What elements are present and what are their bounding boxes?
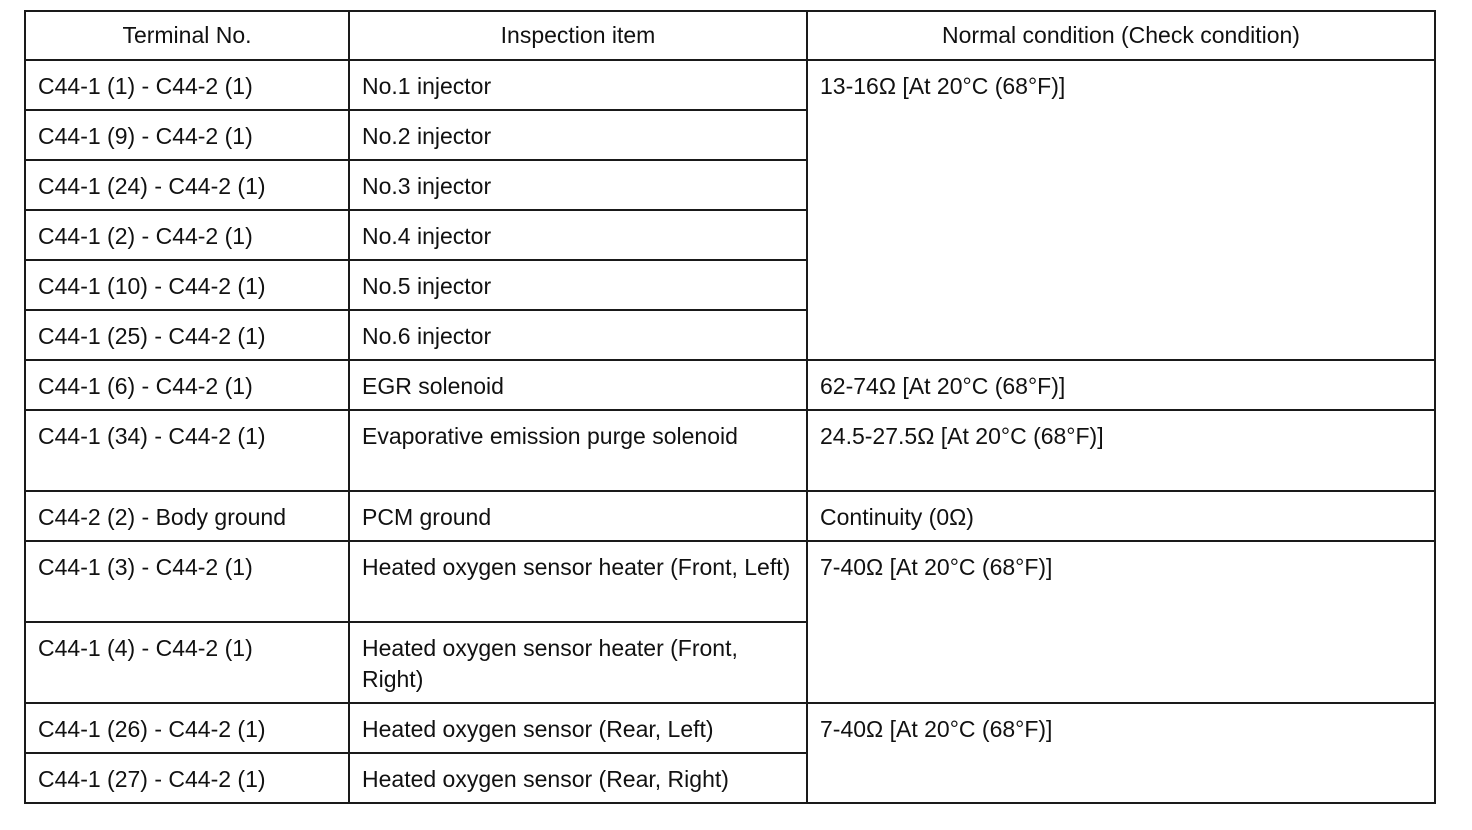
terminal-cell: C44-1 (9) - C44-2 (1)	[25, 110, 349, 160]
inspection-item-cell: No.4 injector	[349, 210, 807, 260]
terminal-cell: C44-1 (25) - C44-2 (1)	[25, 310, 349, 360]
terminal-cell: C44-1 (6) - C44-2 (1)	[25, 360, 349, 410]
header-inspection-item: Inspection item	[349, 11, 807, 60]
terminal-cell: C44-1 (3) - C44-2 (1)	[25, 541, 349, 622]
terminal-cell: C44-1 (2) - C44-2 (1)	[25, 210, 349, 260]
inspection-item-cell: No.6 injector	[349, 310, 807, 360]
header-terminal: Terminal No.	[25, 11, 349, 60]
inspection-item-cell: Heated oxygen sensor heater (Front, Left)	[349, 541, 807, 622]
condition-cell: 62-74Ω [At 20°C (68°F)]	[807, 360, 1435, 410]
terminal-cell: C44-1 (4) - C44-2 (1)	[25, 622, 349, 703]
terminal-cell: C44-1 (1) - C44-2 (1)	[25, 60, 349, 110]
condition-cell: 7-40Ω [At 20°C (68°F)]	[807, 541, 1435, 703]
table-row	[25, 491, 1435, 541]
condition-cell: 13-16Ω [At 20°C (68°F)]	[807, 60, 1435, 360]
inspection-table	[24, 10, 1436, 804]
inspection-item-cell: No.1 injector	[349, 60, 807, 110]
inspection-item-cell: Evaporative emission purge solenoid	[349, 410, 807, 491]
inspection-item-cell: PCM ground	[349, 491, 807, 541]
inspection-item-cell: No.3 injector	[349, 160, 807, 210]
terminal-cell: C44-1 (24) - C44-2 (1)	[25, 160, 349, 210]
inspection-item-cell: No.2 injector	[349, 110, 807, 160]
table-row	[25, 541, 1435, 622]
inspection-item-cell: Heated oxygen sensor heater (Front, Right)	[349, 622, 807, 703]
terminal-cell: C44-1 (26) - C44-2 (1)	[25, 703, 349, 753]
inspection-item-cell: Heated oxygen sensor (Rear, Right)	[349, 753, 807, 803]
inspection-item-cell: Heated oxygen sensor (Rear, Left)	[349, 703, 807, 753]
table-row	[25, 703, 1435, 753]
terminal-cell: C44-2 (2) - Body ground	[25, 491, 349, 541]
table-row	[25, 60, 1435, 110]
condition-cell: Continuity (0Ω)	[807, 491, 1435, 541]
inspection-item-cell: EGR solenoid	[349, 360, 807, 410]
table-row	[25, 410, 1435, 491]
terminal-cell: C44-1 (10) - C44-2 (1)	[25, 260, 349, 310]
table-row	[25, 360, 1435, 410]
condition-cell: 7-40Ω [At 20°C (68°F)]	[807, 703, 1435, 803]
condition-cell: 24.5-27.5Ω [At 20°C (68°F)]	[807, 410, 1435, 491]
inspection-item-cell: No.5 injector	[349, 260, 807, 310]
terminal-cell: C44-1 (27) - C44-2 (1)	[25, 753, 349, 803]
header-normal-condition: Normal condition (Check condition)	[807, 11, 1435, 60]
terminal-cell: C44-1 (34) - C44-2 (1)	[25, 410, 349, 491]
header-row	[25, 11, 1435, 60]
